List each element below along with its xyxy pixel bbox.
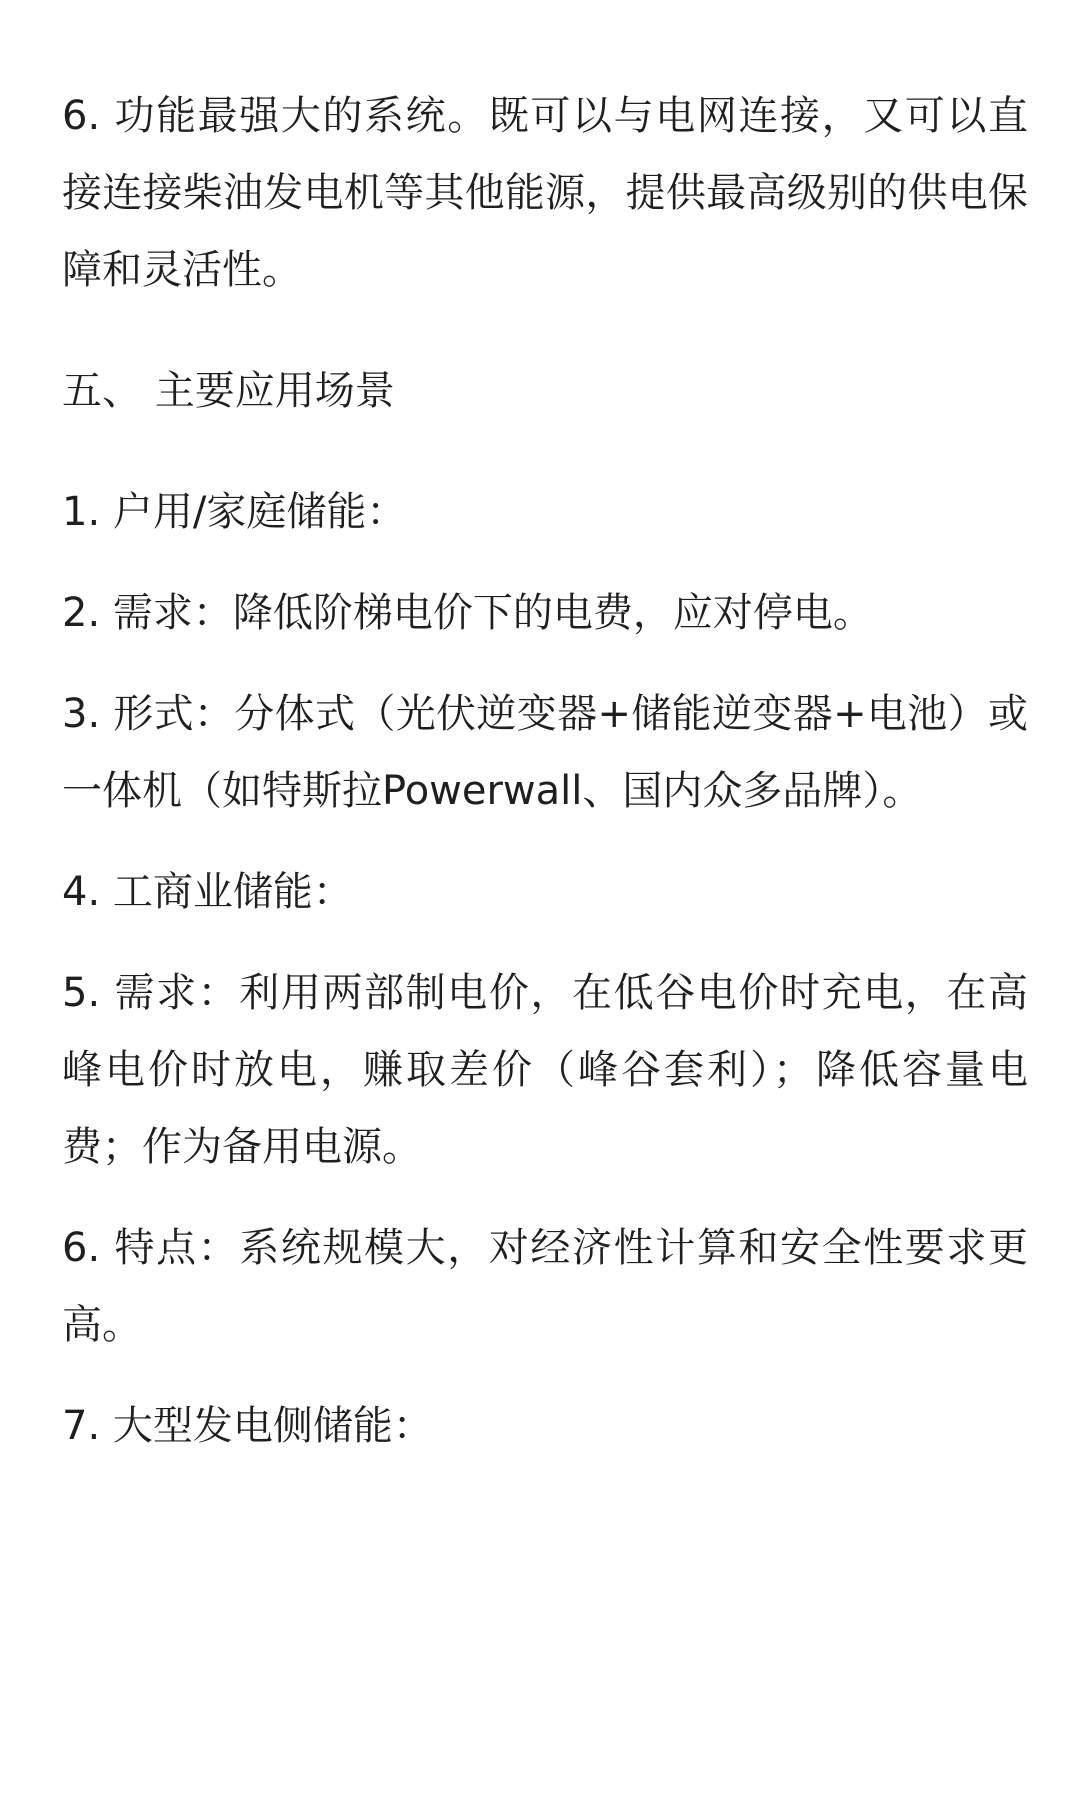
paragraph-system-feature: 6. 功能最强大的系统。既可以与电网连接，又可以直接连接柴油发电机等其他能源，提供最高级别的供电保障和灵活性。 <box>62 93 1028 293</box>
document-body <box>62 78 1028 1465</box>
list-item-household-form: 3. 形式：分体式（光伏逆变器+储能逆变器+电池）或一体机（如特斯拉Powerwall、国内众多品牌）。 <box>62 691 1028 814</box>
list-item-household-demand: 2. 需求：降低阶梯电价下的电费，应对停电。 <box>62 590 873 636</box>
list-item-utility-storage: 7. 大型发电侧储能： <box>62 1403 433 1449</box>
section-heading-application-scenarios: 五、 主要应用场景 <box>62 368 395 414</box>
list-item-commercial-storage: 4. 工商业储能： <box>62 869 353 915</box>
list-item-commercial-demand: 5. 需求：利用两部制电价，在低谷电价时充电，在高峰电价时放电，赚取差价（峰谷套利）；降低容量电费；作为备用电源。 <box>62 970 1028 1170</box>
list-item-household-storage: 1. 户用/家庭储能： <box>62 489 407 535</box>
list-item-commercial-feature: 6. 特点：系统规模大，对经济性计算和安全性要求更高。 <box>62 1225 1028 1348</box>
